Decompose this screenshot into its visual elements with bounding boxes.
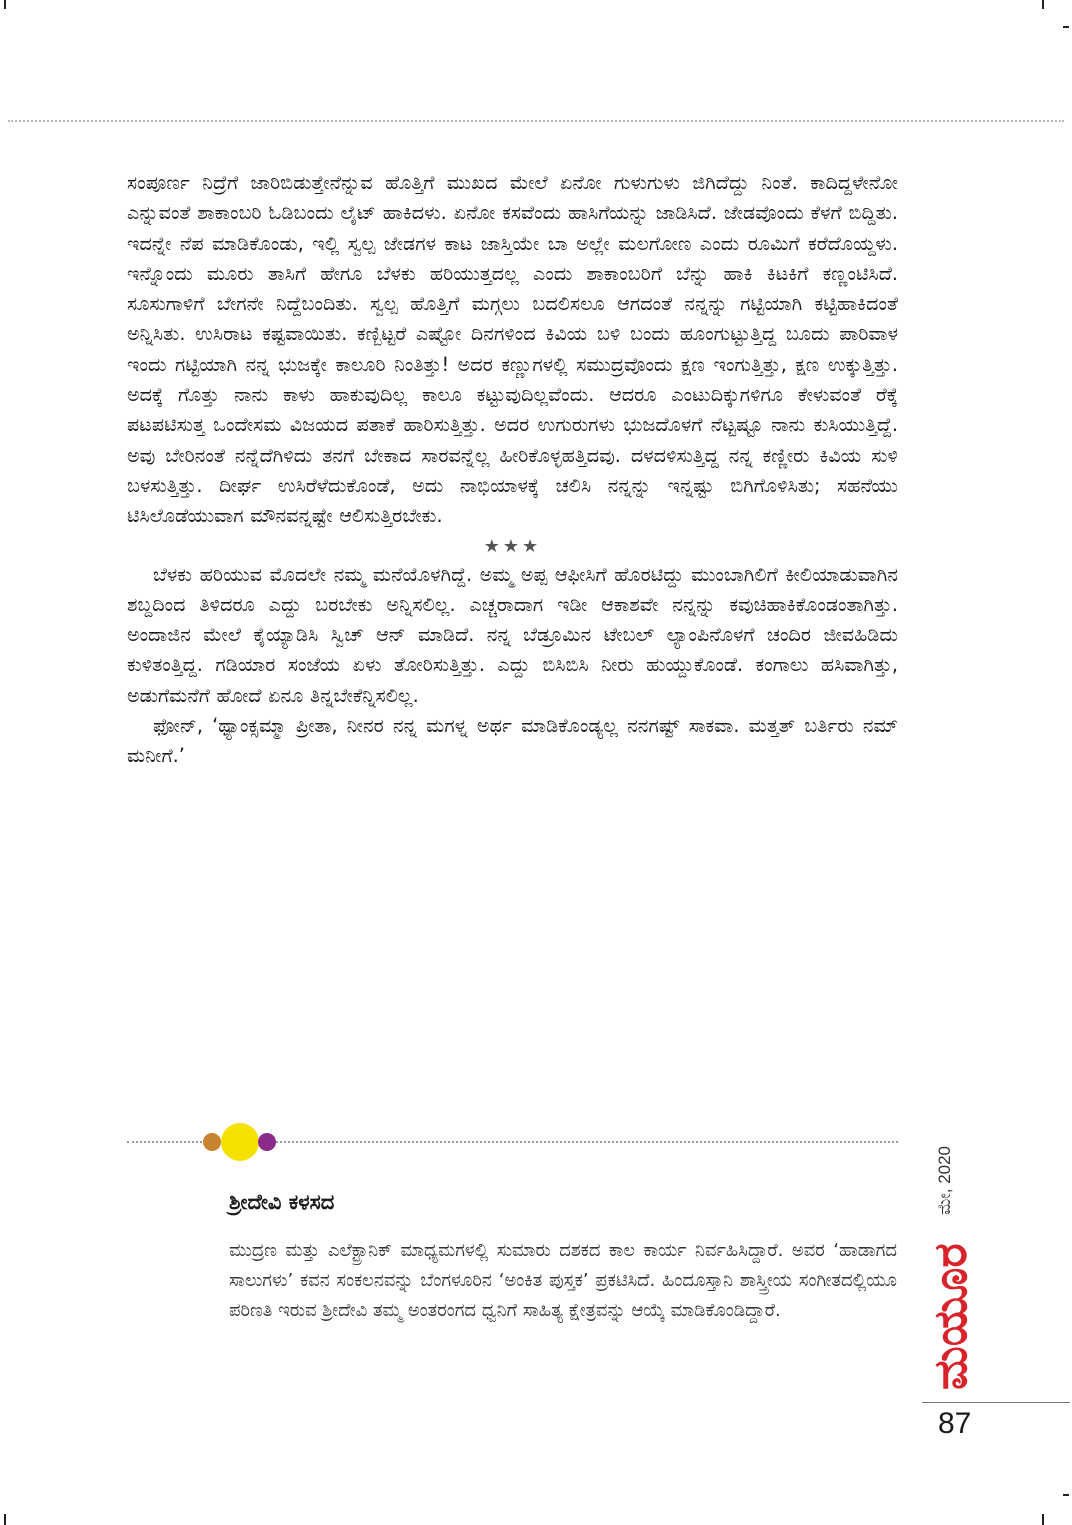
page-number-rule: [922, 1402, 1070, 1403]
crop-mark-right-lower: [1063, 1494, 1069, 1496]
crop-mark-bottom-right: [1042, 1514, 1044, 1525]
crop-mark-bottom-left: [4, 1514, 6, 1525]
crop-mark-right-upper: [1063, 26, 1069, 28]
author-bio: ಮುದ್ರಣ ಮತ್ತು ಎಲೆಕ್ಟ್ರಾನಿಕ್ ಮಾಧ್ಯಮಗಳಲ್ಲಿ ಸುಮಾರು ದಶಕದ ಕಾಲ ಕಾರ್ಯ ನಿರ್ವಹಿಸಿದ್ದಾರೆ. ಅವರ ‘ಹಾಡಾಗದ ಸಾಲುಗಳು’ ಕವನ ಸಂಕಲನವನ್ನು ಬೆಂಗಳೂರಿನ ‘ಅಂಕಿತ ಪುಸ್ತಕ’ ಪ್ರಕಟಿಸಿದೆ. ಹಿಂದೂಸ್ತಾನಿ ಶಾಸ್ತ್ರೀಯ ಸಂಗೀತದಲ್ಲಿಯೂ ಪರಿಣತಿ ಇರುವ ಶ್ರೀದೇವಿ ತಮ್ಮ ಅಂತರಂಗದ ಧ್ವನಿಗೆ ಸಾಹಿತ್ಯ ಕ್ಷೇತ್ರವನ್ನು ಆಯ್ಕೆ ಮಾಡಿಕೊಂಡಿದ್ದಾರೆ.: [229, 1240, 897, 1321]
purple-dot: [258, 1133, 276, 1151]
orange-dot: [203, 1133, 221, 1151]
story-paragraph-2: ಬೆಳಕು ಹರಿಯುವ ಮೊದಲೇ ನಮ್ಮ ಮನೆಯೊಳಗಿದ್ದೆ. ಅಮ್ಮ ಅಪ್ಪ ಆಫೀಸಿಗೆ ಹೊರಟಿದ್ದು ಮುಂಬಾಗಿಲಿಗೆ ಕೀಲಿಯಾಡುವಾಗಿನ ಶಬ್ದದಿಂದ ತಿಳಿದರೂ ಎದ್ದು ಬರಬೇಕು ಅನ್ನಿಸಲಿಲ್ಲ. ಎಚ್ಚರಾದಾಗ ಇಡೀ ಆಕಾಶವೇ ನನ್ನನ್ನು ಕವುಚಿಹಾಕಿಕೊಂಡಂತಾಗಿತ್ತು. ಅಂದಾಜಿನ ಮೇಲೆ ಕೈಯ್ಯಾಡಿಸಿ ಸ್ವಿಚ್ ಆನ್ ಮಾಡಿದೆ. ನನ್ನ ಬೆಡ್ರೂಮಿನ ಟೇಬಲ್ ಲ್ಯಾಂಪಿನೊಳಗೆ ಚಂದಿರ ಜೀವಹಿಡಿದು ಕುಳಿತಂತ್ತಿದ್ದ. ಗಡಿಯಾರ ಸಂಜೆಯ ಏಳು ತೋರಿಸುತ್ತಿತ್ತು. ಎದ್ದು ಬಿಸಿಬಿಸಿ ನೀರು ಹುಯ್ದುಕೊಂಡೆ. ಕಂಗಾಲು ಹಸಿವಾಗಿತ್ತು, ಅಡುಗೆಮನೆಗೆ ಹೋದೆ ಏನೂ ತಿನ್ನಬೇಕೆನ್ನಿಸಲಿಲ್ಲ.: [127, 562, 898, 707]
magazine-sidebar: [910, 1120, 990, 1390]
top-dotted-rule: [8, 120, 1064, 122]
issue-date: ಮೇ, 2020: [935, 1145, 954, 1215]
crop-mark-top-left: [4, 0, 6, 9]
section-separator-stars: ★★★: [483, 535, 542, 557]
page-number: 87: [938, 1407, 972, 1440]
story-paragraph-3: ಫೋನ್, ‘ಥ್ಯಾಂಕ್ಸಮ್ಮಾ ಪ್ರೀತಾ, ನೀನರ ನನ್ನ ಮಗಳ್ನ ಅರ್ಥ ಮಾಡಿಕೊಂಡ್ಯಲ್ಲ ನನಗಷ್ಟ್ ಸಾಕವಾ. ಮತ್ತತ್ ಬರ್ತಿರು ನಮ್ ಮನೀಗೆ.’: [127, 714, 898, 768]
author-divider: [127, 1128, 898, 1158]
story-body: [127, 168, 898, 772]
author-name: ಶ್ರೀದೇವಿ ಕಳಸದ: [229, 1190, 335, 1214]
story-paragraph-1: ಸಂಪೂರ್ಣ ನಿದ್ರೆಗೆ ಜಾರಿಬಿಡುತ್ತೇನೆನ್ನುವ ಹೊತ್ತಿಗೆ ಮುಖದ ಮೇಲೆ ಏನೋ ಗುಳುಗುಳು ಜಿಗಿದೆದ್ದು ನಿಂತೆ. ಕಾದಿದ್ದಳೇನೋ ಎನ್ನುವಂತೆ ಶಾಕಾಂಬರಿ ಓಡಿಬಂದು ಲೈಟ್ ಹಾಕಿದಳು. ಏನೋ ಕಸವೆಂದು ಹಾಸಿಗೆಯನ್ನು ಜಾಡಿಸಿದೆ. ಜೇಡವೊಂದು ಕೆಳಗೆ ಬಿದ್ದಿತು. ಇದನ್ನೇ ನೆಪ ಮಾಡಿಕೊಂಡು, ಇಲ್ಲಿ ಸ್ವಲ್ಪ ಜೇಡಗಳ ಕಾಟ ಜಾಸ್ತಿಯೇ ಬಾ ಅಲ್ಲೇ ಮಲಗೋಣ ಎಂದು ರೂಮಿಗೆ ಕರೆದೊಯ್ದಳು. ಇನ್ನೊಂದು ಮೂರು ತಾಸಿಗೆ ಹೇಗೂ ಬೆಳಕು ಹರಿಯುತ್ತದಲ್ಲ ಎಂದು ಶಾಕಾಂಬರಿಗೆ ಬೆನ್ನು ಹಾಕಿ ಕಿಟಕಿಗೆ ಕಣ್ಣಂಟಿಸಿದೆ. ಸೂಸುಗಾಳಿಗೆ ಬೇಗನೇ ನಿದ್ದೆಬಂದಿತು. ಸ್ವಲ್ಪ ಹೊತ್ತಿಗೆ ಮಗ್ಗಲು ಬದಲಿಸಲೂ ಆಗದಂತೆ ನನ್ನನ್ನು ಗಟ್ಟಿಯಾಗಿ ಕಟ್ಟಿಹಾಕಿದಂತೆ ಅನ್ನಿಸಿತು. ಉಸಿರಾಟ ಕಷ್ಟವಾಯಿತು. ಕಣ್ಬಿಟ್ಟರೆ ಎಷ್ಟೋ ದಿನಗಳಿಂದ ಕಿವಿಯ ಬಳಿ ಬಂದು ಹೂಂಗುಟ್ಟುತ್ತಿದ್ದ ಬೂದು ಪಾರಿವಾಳ ಇಂದು ಗಟ್ಟಿಯಾಗಿ ನನ್ನ ಭುಜಕ್ಕೇ ಕಾಲೂರಿ ನಿಂತಿತ್ತು! ಅದರ ಕಣ್ಣುಗಳಲ್ಲಿ ಸಮುದ್ರವೊಂದು ಕ್ಷಣ ಇಂಗುತ್ತಿತ್ತು, ಕ್ಷಣ ಉಕ್ಕುತ್ತಿತ್ತು. ಅದಕ್ಕೆ ಗೊತ್ತು ನಾನು ಕಾಳು ಹಾಕುವುದಿಲ್ಲ ಕಾಲೂ ಕಟ್ಟುವುದಿಲ್ಲವೆಂದು. ಆದರೂ ಎಂಟುದಿಕ್ಕುಗಳಿಗೂ ಕೇಳುವಂತೆ ರೆಕ್ಕೆ ಪಟಪಟಿಸುತ್ತ ಒಂದೇಸಮ ವಿಜಯದ ಪತಾಕೆ ಹಾರಿಸುತ್ತಿತ್ತು. ಅದರ ಉಗುರುಗಳು ಭುಜದೊಳಗೆ ನೆಟ್ಟಷ್ಟೂ ನಾನು ಕುಸಿಯುತ್ತಿದ್ದೆ. ಅವು ಬೇರಿನಂತೆ ನನ್ನೆದೆಗಿಳಿದು ತನಗೆ ಬೇಕಾದ ಸಾರವನ್ನೆಲ್ಲ ಹೀರಿಕೊಳ್ಳಹತ್ತಿದವು. ದಳದಳಿಸುತ್ತಿದ್ದ ನನ್ನ ಕಣ್ಣೀರು ಕಿವಿಯ ಸುಳಿ ಬಳಸುತ್ತಿತ್ತು. ದೀರ್ಘ ಉಸಿರೆಳೆದುಕೊಂಡೆ, ಅದು ನಾಭಿಯಾಳಕ್ಕೆ ಚಲಿಸಿ ನನ್ನನ್ನು ಇನ್ನಷ್ಟು ಬಿಗಿಗೊಳಿಸಿತು; ಸಹನೆಯು ಟಿಸಿಲೊಡೆಯುವಾಗ ಮೌನವನ್ನಷ್ಟೇ ಆಲಿಸುತ್ತಿರಬೇಕು.: [127, 171, 898, 528]
magazine-brand-logo: ಮಯೂರ: [923, 1243, 977, 1390]
yellow-dot: [221, 1123, 259, 1161]
crop-mark-top-right: [1042, 0, 1044, 9]
